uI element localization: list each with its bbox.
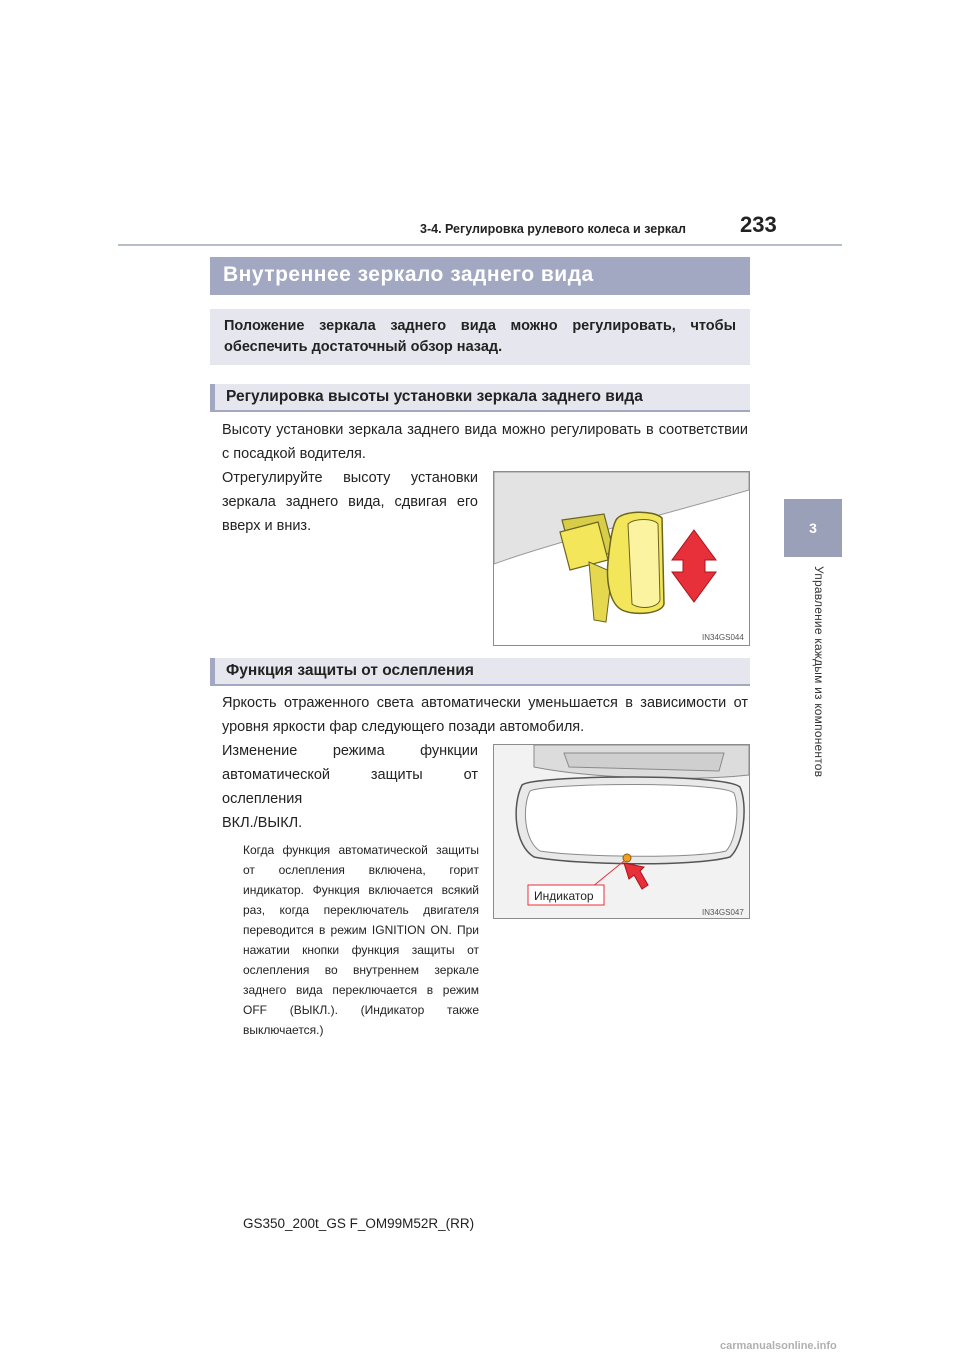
section-heading-antiglare: Функция защиты от ослепления bbox=[210, 658, 750, 686]
document-code: GS350_200t_GS F_OM99M52R_(RR) bbox=[243, 1216, 475, 1231]
section-header: 3-4. Регулировка рулевого колеса и зеркал bbox=[420, 222, 686, 236]
section-heading-height: Регулировка высоты установки зеркала заднего вида bbox=[210, 384, 750, 412]
antiglare-mirror-illustration bbox=[494, 745, 749, 918]
chapter-tab: 3 bbox=[784, 499, 842, 557]
figure-antiglare-mirror bbox=[493, 744, 750, 919]
section2-paragraph-1: Яркость отраженного света автоматически уменьшается в зависимости от уровня яркости фар следующего позади автомобиля. bbox=[222, 695, 748, 735]
figure-mirror-height bbox=[493, 471, 750, 646]
figure-code-1: IN34GS044 bbox=[702, 633, 744, 642]
chapter-title-vertical bbox=[812, 566, 832, 826]
page-title: Внутреннее зеркало заднего вида bbox=[210, 257, 750, 295]
indicator-label: Индикатор bbox=[534, 889, 594, 903]
watermark: carmanualsonline.info bbox=[720, 1340, 837, 1352]
section2-paragraph-2: Изменение режима функции автоматической защиты от ослепления bbox=[222, 743, 478, 807]
intro-text: Положение зеркала заднего вида можно регулировать, чтобы обеспечить достаточный обзор назад. bbox=[210, 309, 750, 365]
figure-code-2: IN34GS047 bbox=[702, 908, 744, 917]
page-number: 233 bbox=[740, 212, 777, 237]
section2-note: Когда функция автоматической защиты от ослепления включена, горит индикатор. Функция включается всякий раз, когда переключатель двигателя переводится в режим IGNITION ON. При нажатии кнопки функция защиты от ослепления во внутреннем зеркале заднего вида переключается в режим OFF (ВЫКЛ.). (Индикатор также выключается.) bbox=[243, 843, 479, 1037]
mirror-height-illustration bbox=[494, 472, 749, 645]
section1-paragraph-2: Отрегулируйте высоту установки зеркала заднего вида, сдвигая его вверх и вниз. bbox=[222, 470, 478, 534]
section1-paragraph-1: Высоту установки зеркала заднего вида можно регулировать в соответствии с посадкой водителя. bbox=[222, 422, 748, 462]
header-divider bbox=[118, 244, 842, 246]
chapter-title-text: Управление каждым из компонентов bbox=[812, 566, 826, 778]
section2-paragraph-3: ВКЛ./ВЫКЛ. bbox=[222, 815, 303, 831]
